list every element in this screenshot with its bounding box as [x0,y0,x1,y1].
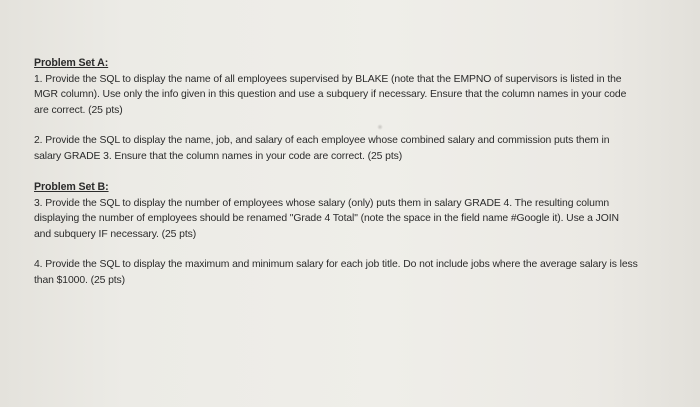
problem-set-a-heading: Problem Set A: [34,57,109,69]
assignment-text [34,56,644,288]
problem-set-b-heading: Problem Set B: [34,181,109,193]
question-2: 2. Provide the SQL to display the name, job, and salary of each employee whose combined salary and commission puts them in salary GRADE 3. Ensure that the column names in your code are correct. (25 pts) [34,135,610,162]
question-3: 3. Provide the SQL to display the number of employees whose salary (only) puts them in salary GRADE 4. The resulting column displaying the number of employees should be renamed "Grade 4 Total" (note the space in the field name #Google it). Use a JOIN and subquery IF necessary. (25 pts) [34,197,619,240]
paper-smudge [377,124,383,130]
question-1: 1. Provide the SQL to display the name of all employees supervised by BLAKE (note that the EMPNO of supervisors is listed in the MGR column). Use only the info given in this question and use a subquery if necessary. Ensure that the column names in your code are correct. (25 pts) [34,73,627,116]
question-4: 4. Provide the SQL to display the maximum and minimum salary for each job title. Do not include jobs where the average salary is less than $1000. (25 pts) [34,259,638,286]
